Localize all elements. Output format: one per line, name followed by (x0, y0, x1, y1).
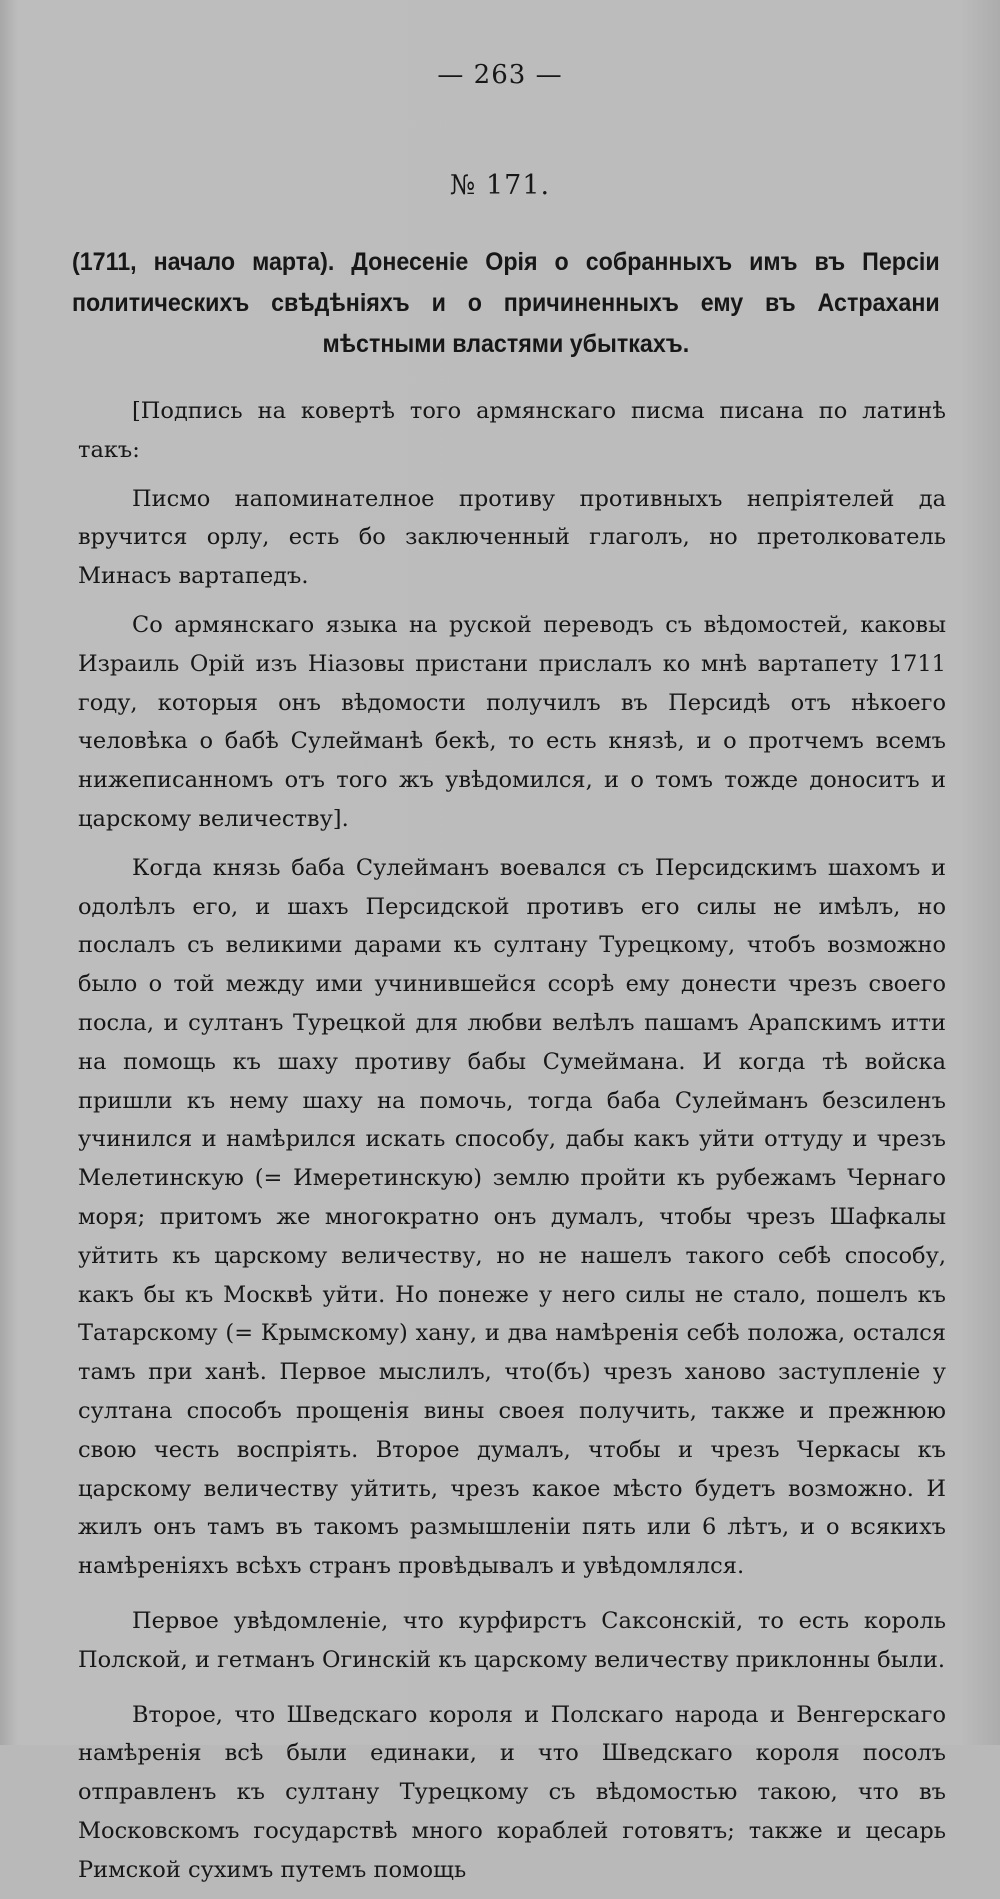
first-notice-paragraph: Первое увѣдомленіе, что курфирстъ Саксонскій, то есть король Полской, и гетманъ Огинскій къ царскому величеству приклонны были. (78, 1607, 946, 1673)
report-paragraph: Когда князь баба Сулейманъ воевался съ Персидскимъ шахомъ и одолѣлъ его, и шахъ Персидской противъ его силы не имѣлъ, но послалъ съ великими дарами къ султану Турецкому, чтобъ возможно было о той между ими учинившейся ссорѣ ему донести чрезъ своего посла, и султанъ Турецкой для любви велѣлъ пашамъ Арапскимъ итти на помощь къ шаху противу бабы Сумеймана. И когда тѣ войска пришли къ нему шаху на помочь, тогда баба Сулейманъ безсиленъ учинился и намѣрился искать способу, дабы какъ уйти оттуду и чрезъ Мелетинскую (= Имеретинскую) землю пройти къ рубежамъ Чернаго моря; притомъ же многократно онъ думалъ, чтобы чрезъ Шафкалы уйтить къ царскому величеству, но не нашелъ такого себѣ способу, какъ бы къ Москвѣ уйти. Но понеже у него силы не стало, пошелъ къ Татарскому (= Крымскому) хану, и два намѣренія себѣ положа, остался тамъ при ханѣ. Первое мыслилъ, что(бъ) чрезъ ханово заступленіе у султана способъ прощенія вины своея получить, также и прежнюю свою честь воспріять. Второе думалъ, чтобы и чрезъ Черкасы къ царскому величеству уйтить, чрезъ какое мѣсто будетъ возможно. И жилъ онъ тамъ въ такомъ размышленіи пять или 6 лѣтъ, и о всякихъ намѣреніяхъ всѣхъ странъ провѣдывалъ и увѣдомлялся. (78, 854, 946, 1580)
document-body (78, 392, 946, 1899)
page-number: — 263 — (437, 60, 563, 90)
document-heading: (1711, начало марта). Донесеніе Орія о собранныхъ имъ въ Персіи политическихъ свѣдѣніяхъ и о причиненныхъ ему въ Астрахани мѣстными властями убыткахъ. (72, 248, 940, 358)
document-number: № 171. (449, 170, 551, 201)
translation-note-paragraph: Со армянскаго языка на руской переводъ съ вѣдомостей, каковы Израиль Орій изъ Ніазовы пристани прислалъ ко мнѣ вартапету 1711 году, которыя онъ вѣдомости получилъ въ Персидѣ отъ нѣкоего человѣка о бабѣ Сулейманѣ бекѣ, то есть князѣ, и о протчемъ всемъ нижеписанномъ отъ того жъ увѣдомился, и о томъ тожде доноситъ и царскому величеству]. (78, 611, 946, 832)
second-notice-paragraph: Второе, что Шведскаго короля и Полскаго народа и Венгерскаго намѣренія всѣ были единаки, и что Шведскаго короля посолъ отправленъ къ султану Турецкому съ вѣдомостью такою, что въ Московскомъ государствѣ много кораблей готовятъ; также и цесарь Римской сухимъ путемъ помощь (78, 1701, 946, 1883)
envelope-note-paragraph: [Подпись на ковертѣ того армянскаго писма писана по латинѣ такъ: (78, 398, 946, 463)
letter-address-paragraph: Писмо напоминателное противу противныхъ непріятелей да вручится орлу, есть бо заключенный глаголъ, но претолкователь Минасъ вартапедъ. (78, 485, 946, 590)
